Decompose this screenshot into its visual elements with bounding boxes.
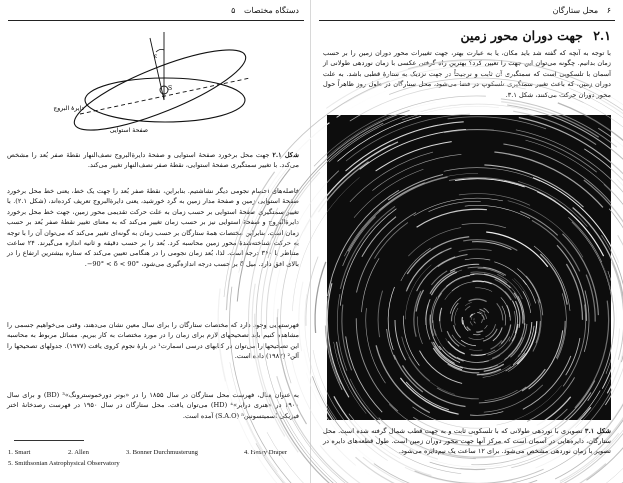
star-trail xyxy=(405,467,513,483)
section-title xyxy=(411,28,611,43)
star-trail xyxy=(375,223,408,259)
section-title-text: جهت دوران محور زمین xyxy=(460,28,583,43)
star-trail xyxy=(472,242,511,250)
footnote-5: 5. Smithsonian Astrophysical Observatory xyxy=(8,460,120,467)
star-trail xyxy=(464,367,492,369)
left-header-rule xyxy=(8,20,304,21)
footnote-2: 2. Allen xyxy=(68,449,89,456)
star-trail xyxy=(475,288,492,292)
ecliptic-label: دایرهٔ البروج xyxy=(53,105,84,112)
star-trail xyxy=(438,255,468,267)
left-page-number: ۵ xyxy=(231,6,236,15)
footnote-rule xyxy=(14,440,84,441)
star-trail xyxy=(470,314,473,317)
star-trail xyxy=(491,340,502,349)
left-figure-caption xyxy=(7,150,299,170)
star-trail xyxy=(356,457,508,483)
star-trail xyxy=(315,262,326,333)
footnote-3: 3. Bonner Durchmusterung xyxy=(126,449,198,456)
star-trail xyxy=(497,303,503,320)
star-trail xyxy=(492,336,515,359)
star-trail xyxy=(304,142,399,232)
left-caption-text: جهت محل برخورد صفحهٔ استوایی و صفحهٔ دایرةالبروج نصف‌النهار نقطهٔ صفر بُعد را مشخص می‌کند. با تغییر سمتگیری صفحهٔ استوایی، نقطهٔ صفر نصف‌النهار تغییر می‌کند. xyxy=(7,151,299,169)
star-trail xyxy=(417,209,487,227)
star-trail xyxy=(408,228,461,257)
star-trail xyxy=(426,299,430,325)
star-trail xyxy=(378,291,382,338)
left-caption-label: شکل ۲.۱ xyxy=(272,151,299,159)
star-trail xyxy=(429,201,481,211)
left-paragraph-2: فهرستهایی وجود دارد که مختصات ستارگان را برای سال معین نشان می‌دهند، وقتی می‌خواهیم جسمی را مشاهده کنیم باید تصحیحهای لازم برای زمان را در مورد مختصات به کار ببریم. مسائل مربوط به محاسبه این تصحیحها را می‌توان در کتابهای درسی اسمارت¹ در بارهٔ نجوم کروی یافت (۱۹۷۷). جدولهای تصحیحها را آلن² (۱۹۸۲) داده است. xyxy=(7,321,299,361)
star-trail xyxy=(431,271,447,285)
star-trail xyxy=(448,341,465,354)
section-number: ۲.۱ xyxy=(593,28,611,43)
star-trail xyxy=(465,302,472,306)
star-trail xyxy=(469,338,484,340)
star-trail xyxy=(609,396,623,483)
star-trail xyxy=(449,353,463,361)
right-figure-caption xyxy=(323,426,611,456)
star-trail xyxy=(417,317,422,345)
right-page xyxy=(311,0,623,483)
star-trail xyxy=(452,335,466,347)
star-trail xyxy=(414,198,503,216)
star-trail xyxy=(446,275,474,287)
star-trail xyxy=(433,320,436,335)
star-trail xyxy=(388,287,394,350)
star-trail xyxy=(469,350,482,351)
star-trail xyxy=(400,378,458,414)
star-trail xyxy=(519,118,623,181)
angle-label: ε xyxy=(154,53,158,60)
star-trail xyxy=(484,385,543,412)
star-trail xyxy=(327,283,349,397)
star-trail xyxy=(455,308,458,325)
right-header-rule xyxy=(319,20,615,21)
left-page xyxy=(0,0,311,483)
star-trail xyxy=(346,122,464,171)
star-trail xyxy=(566,264,582,320)
footnote-4: 4. Henry Draper xyxy=(244,449,288,456)
star-trail xyxy=(473,334,480,335)
star-trail xyxy=(402,106,499,120)
star-trail xyxy=(463,320,468,331)
star-trail xyxy=(586,275,595,322)
star-trail xyxy=(465,259,490,260)
star-trail xyxy=(465,306,470,310)
star-trail xyxy=(474,321,476,323)
star-trails-photo xyxy=(327,115,611,420)
left-paragraph-3: به عنوان مثال، فهرست محل ستارگان در سال ۱۸۵۵ را در «بونر دورخموسترونگ»³ (BD) و برای سال ۱۹۰۰ در «هنری درایر»⁴ (HD) می‌توان یافت. محل ستارگان در سال ۱۹۵۰ در فهرست رصدخانهٔ اختر فیزیکی اسمیتسونین⁵ (S.A.O) آمده است. xyxy=(7,391,299,420)
point-label: S xyxy=(168,85,173,92)
star-trail xyxy=(362,258,380,312)
star-trail xyxy=(459,249,492,251)
right-header xyxy=(553,6,611,15)
star-trail xyxy=(415,469,544,483)
equatorial-ellipse xyxy=(85,78,245,122)
angle-arc xyxy=(156,49,164,52)
star-trail xyxy=(448,117,546,129)
star-trail xyxy=(514,278,531,306)
star-trail xyxy=(407,237,469,274)
star-trail xyxy=(402,337,430,381)
star-trail xyxy=(445,286,460,300)
star-trail xyxy=(461,340,476,346)
star-trail xyxy=(537,192,603,257)
star-trails-image xyxy=(327,115,611,420)
star-trail xyxy=(314,96,486,166)
right-intro-paragraph: با توجه به آنچه که گفته شد باید مکان، یا به عبارت بهتر، جهت تغییرات محور دوران زمین را بر حسب زمان بدانیم. چگونه می‌توان این جهت را تعیین کرد؟ بهترین راه گرفتن عکسی با زمان نوردهی طولانی از آسمان با تلسکوپی است که سمتگیری آن ثابت و ترجیحاً در جهت نزدیک به ستارهٔ قطبی باشد. به علت دوران زمین، که باعث تغییر سمتگیری تلسکوپ در فضا می‌شود، محل ستارگان در طول روز ظاهراً حول محور دوران حرکت می‌کنند، شکل ۳.۱. xyxy=(323,49,611,99)
star-trail xyxy=(462,223,506,227)
star-trail xyxy=(566,338,580,375)
star-trail xyxy=(485,325,488,329)
footnote-1: 1. Smart xyxy=(8,449,31,456)
right-page-number: ۶ xyxy=(606,6,611,15)
star-trail xyxy=(450,264,479,271)
star-trail xyxy=(363,457,492,483)
star-trail xyxy=(431,272,457,295)
right-caption-label: شکل ۳.۱ xyxy=(584,427,611,435)
star-trail xyxy=(404,316,420,366)
left-paragraph-1: فاصله‌های اجسام نجومی دیگر نشاشتیم. بنابراین، نقطهٔ صفر بُعد را جهت یک خط، یعنی خط محل برخورد صفحهٔ استوایی زمین و صفحهٔ مدار زمین به گرد خورشید، یعنی دایرةالبروج تعریف کرده‌اند، (شکل ۲.۱). با تغییر سمتگیری صفحهٔ استوایی بر حسب زمان به علت حرکت تقدیمی محور زمین، جهت خط محل برخورد دایرةالبروج و صفحهٔ استوایی نیز بر حسب زمان تغییر می‌کند که به معنای تغییر نقطهٔ صفر بُعد بر حسب زمان است. بنابراین مختصات همهٔ ستارگان بر حسب زمان به گونه‌ای تغییر می‌کند که می‌توان آن را با توجه به حرکت شناخته‌شدهٔ محور زمین محاسبه کرد. بُعد را بر حسب دقیقه و ثانیه اندازه می‌گیرند. ۲۴ ساعت متناظر با ۳۶۰ درجه است. لذا، بُعد زمان نجومی را در هنگامی تعیین می‌کند که ستاره بیشترین ارتفاع را در بالای افق دارد. میل δ بر حسب درجه اندازه‌گیری می‌شود، ‎−90° < δ < 90°‎. xyxy=(7,187,300,268)
star-trail xyxy=(450,298,461,314)
star-trail xyxy=(376,142,452,171)
star-trail xyxy=(454,325,461,338)
star-trail xyxy=(403,365,466,406)
star-trail xyxy=(505,181,573,215)
equator-label: صفحهٔ استوایی xyxy=(109,127,148,134)
star-trail xyxy=(482,319,483,323)
intersection-line xyxy=(80,78,250,114)
right-caption-text: تصویری با نوردهی طولانی که با تلسکوپی ثابت و به جهت قطب شمال گرفته شده است. محل ستارگان، دایره‌هایی در آسمان است که مرکز آنها جهت محور دوران زمین است. طول قطعه‌های دایره در تصویر با زمان نوردهی مشخص می‌شود. برای ۱۲ ساعت یک نیم‌دایره می‌شود. xyxy=(323,427,611,455)
left-header-title: دستگاه مختصات xyxy=(243,6,299,15)
star-trail xyxy=(484,165,583,207)
star-trail xyxy=(482,315,485,320)
right-header-title: محل ستارگان xyxy=(552,6,599,15)
star-trail xyxy=(356,318,398,411)
star-trail xyxy=(520,211,557,235)
star-trail xyxy=(444,130,597,172)
star-trail xyxy=(470,321,472,325)
star-trail xyxy=(318,162,368,213)
star-trail xyxy=(452,303,459,321)
star-trail xyxy=(469,299,487,301)
star-trail xyxy=(484,314,486,319)
star-trail xyxy=(471,317,472,320)
star-trail xyxy=(405,265,431,320)
ecliptic-diagram xyxy=(53,28,260,146)
star-trail xyxy=(406,248,451,291)
star-trail xyxy=(604,184,623,257)
star-trail xyxy=(602,328,619,388)
star-trail xyxy=(477,313,481,315)
star-trail xyxy=(437,388,479,399)
star-trail xyxy=(348,177,447,251)
star-trail xyxy=(606,271,617,374)
star-trail xyxy=(406,382,449,410)
star-trail xyxy=(452,282,484,291)
left-header xyxy=(231,6,299,15)
